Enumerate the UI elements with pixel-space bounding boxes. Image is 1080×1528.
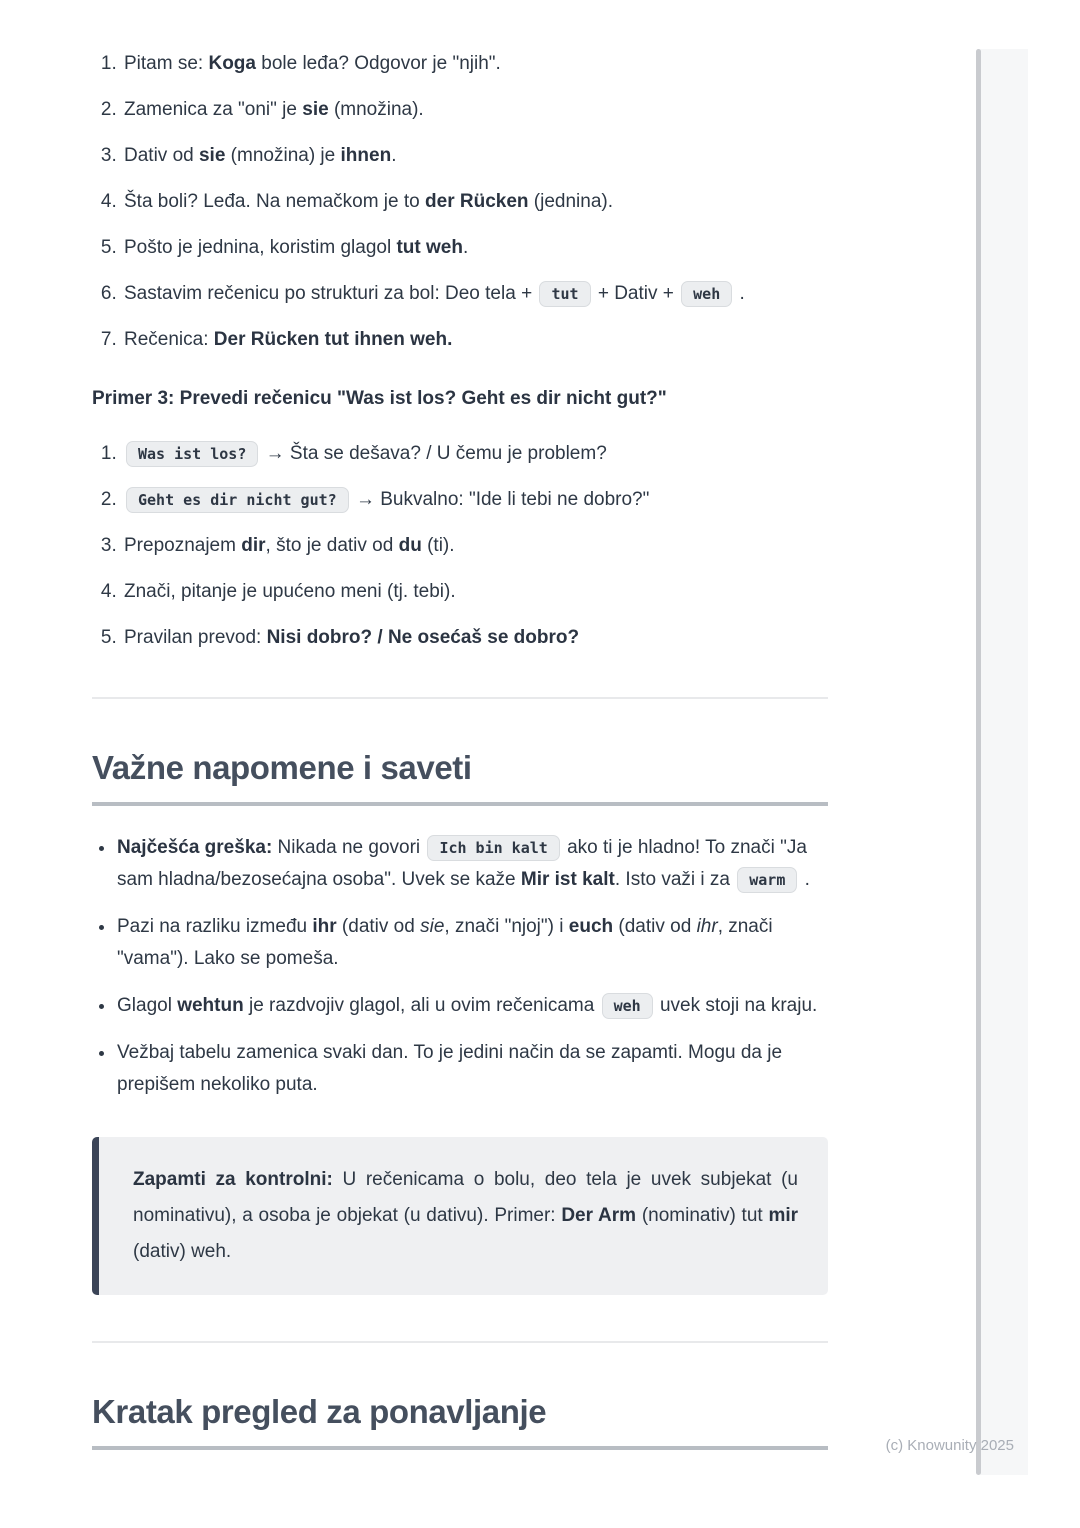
list-item	[122, 486, 828, 513]
italic-text: ihr	[696, 916, 718, 937]
list-item	[122, 142, 828, 169]
italic-text: sie	[420, 916, 445, 937]
text: je razdvojiv glagol, ali u ovim rečenicama	[243, 995, 600, 1016]
list-item	[122, 440, 828, 467]
bold-text: mir	[768, 1205, 799, 1226]
bold-text: sie	[198, 145, 226, 166]
list-item	[122, 532, 828, 559]
text: → Bukvalno: "Ide li tebi ne dobro?"	[350, 489, 650, 510]
inline-code-chip: Was ist los?	[126, 441, 258, 467]
text: Vežbaj tabelu zamenica svaki dan. To je jedini način da se zapamti. Mogu da je prepišem nekoliko puta.	[117, 1042, 783, 1095]
text: Pravilan prevod:	[124, 627, 267, 648]
text: → Šta se dešava? / U čemu je problem?	[260, 443, 607, 464]
text: (jednina).	[528, 191, 613, 212]
text: , što je dativ od	[265, 535, 399, 556]
steps-list-primer2	[92, 50, 828, 353]
list-item	[116, 832, 828, 896]
bold-text: Nisi dobro? / Ne osećaš se dobro?	[266, 627, 580, 648]
steps-list-primer3	[92, 440, 828, 651]
section-divider	[92, 697, 828, 699]
scrollbar-thumb[interactable]	[976, 49, 981, 1475]
bold-text: ihnen	[340, 145, 392, 166]
text: uvek stoji na kraju.	[654, 995, 818, 1016]
tips-list	[92, 832, 828, 1101]
text: Rečenica:	[124, 329, 214, 350]
inline-code-chip: weh	[681, 281, 732, 307]
list-item	[122, 326, 828, 353]
scrollbar-track[interactable]	[980, 49, 1028, 1475]
text: (nominativ) tut	[636, 1205, 769, 1226]
text: .	[799, 869, 810, 890]
list-item	[122, 96, 828, 123]
text: Dativ od	[124, 145, 199, 166]
text: U rečenicama o bolu, deo tela je uvek subjekat (u nominativu), a osoba je objekat (u dativu). Primer:	[133, 1169, 798, 1226]
bold-text: dir	[241, 535, 266, 556]
text: , znači "njoj") i	[444, 916, 569, 937]
text: ako ti je hladno! To znači "Ja sam hladna/bezosećajna osoba". Uvek se kaže	[117, 837, 807, 890]
text: + Dativ +	[592, 283, 680, 304]
inline-code-chip: Geht es dir nicht gut?	[126, 487, 349, 513]
text: (dativ od	[336, 916, 421, 937]
text: Zamenica za "oni" je	[124, 99, 303, 120]
text: Glagol	[117, 995, 178, 1016]
text: (ti).	[421, 535, 455, 556]
text: , znači "vama"). Lako se pomeša.	[117, 916, 773, 969]
bold-text: Der Arm	[561, 1205, 637, 1226]
copyright-footer: (c) Knowunity 2025	[885, 1437, 1014, 1454]
bold-text: Koga	[208, 53, 256, 74]
bold-text: tut weh	[396, 237, 463, 258]
list-item	[122, 578, 828, 605]
list-item	[116, 990, 828, 1022]
inline-code-chip: Ich bin kalt	[427, 835, 559, 861]
text: .	[734, 283, 745, 304]
bold-text: der Rücken	[425, 191, 529, 212]
text: Pazi na razliku između	[117, 916, 313, 937]
list-item	[116, 1037, 828, 1101]
text: .	[462, 237, 469, 258]
bold-text: sie	[302, 99, 329, 120]
bold-text: Zapamti za kontrolni:	[133, 1169, 333, 1190]
callout-note	[92, 1137, 828, 1295]
text: Nikada ne govori	[272, 837, 426, 858]
text: . Isto važi i za	[614, 869, 736, 890]
section-heading-napomene: Važne napomene i saveti	[92, 749, 828, 806]
text: (množina).	[328, 99, 424, 120]
list-item	[122, 234, 828, 261]
bold-text: Najčešća greška:	[117, 837, 273, 858]
text: (dativ) weh.	[133, 1241, 232, 1262]
inline-code-chip: weh	[602, 993, 653, 1019]
bold-text: Der Rücken tut ihnen weh.	[213, 329, 453, 350]
inline-code-chip: warm	[737, 867, 797, 893]
list-item	[116, 911, 828, 975]
section-divider-2	[92, 1341, 828, 1343]
text: (dativ od	[613, 916, 697, 937]
text: (množina) je	[225, 145, 341, 166]
text: Šta boli? Leđa. Na nemačkom je to	[124, 191, 426, 212]
section-heading-pregled: Kratak pregled za ponavljanje	[92, 1393, 828, 1450]
text: .	[391, 145, 397, 166]
text: Pošto je jednina, koristim glagol	[124, 237, 397, 258]
list-item	[122, 624, 828, 651]
list-item	[122, 280, 828, 307]
text: Prepoznajem	[124, 535, 242, 556]
bold-text: euch	[568, 916, 614, 937]
list-item	[122, 50, 828, 77]
bold-text: wehtun	[177, 995, 244, 1016]
bold-text: ihr	[312, 916, 337, 937]
document-content	[92, 50, 828, 1450]
primer3-title	[92, 385, 828, 412]
text: Pitam se:	[124, 53, 209, 74]
bold-text: Mir ist kalt	[520, 869, 615, 890]
bold-text: du	[398, 535, 422, 556]
text: Znači, pitanje je upućeno meni (tj. tebi).	[124, 581, 456, 602]
bold-text: Primer 3: Prevedi rečenicu "Was ist los? Geht es dir nicht gut?"	[92, 388, 667, 409]
text: bole leđa? Odgovor je "njih".	[255, 53, 501, 74]
callout-text	[133, 1162, 798, 1270]
list-item	[122, 188, 828, 215]
inline-code-chip: tut	[539, 281, 590, 307]
text: Sastavim rečenicu po strukturi za bol: Deo tela +	[124, 283, 538, 304]
